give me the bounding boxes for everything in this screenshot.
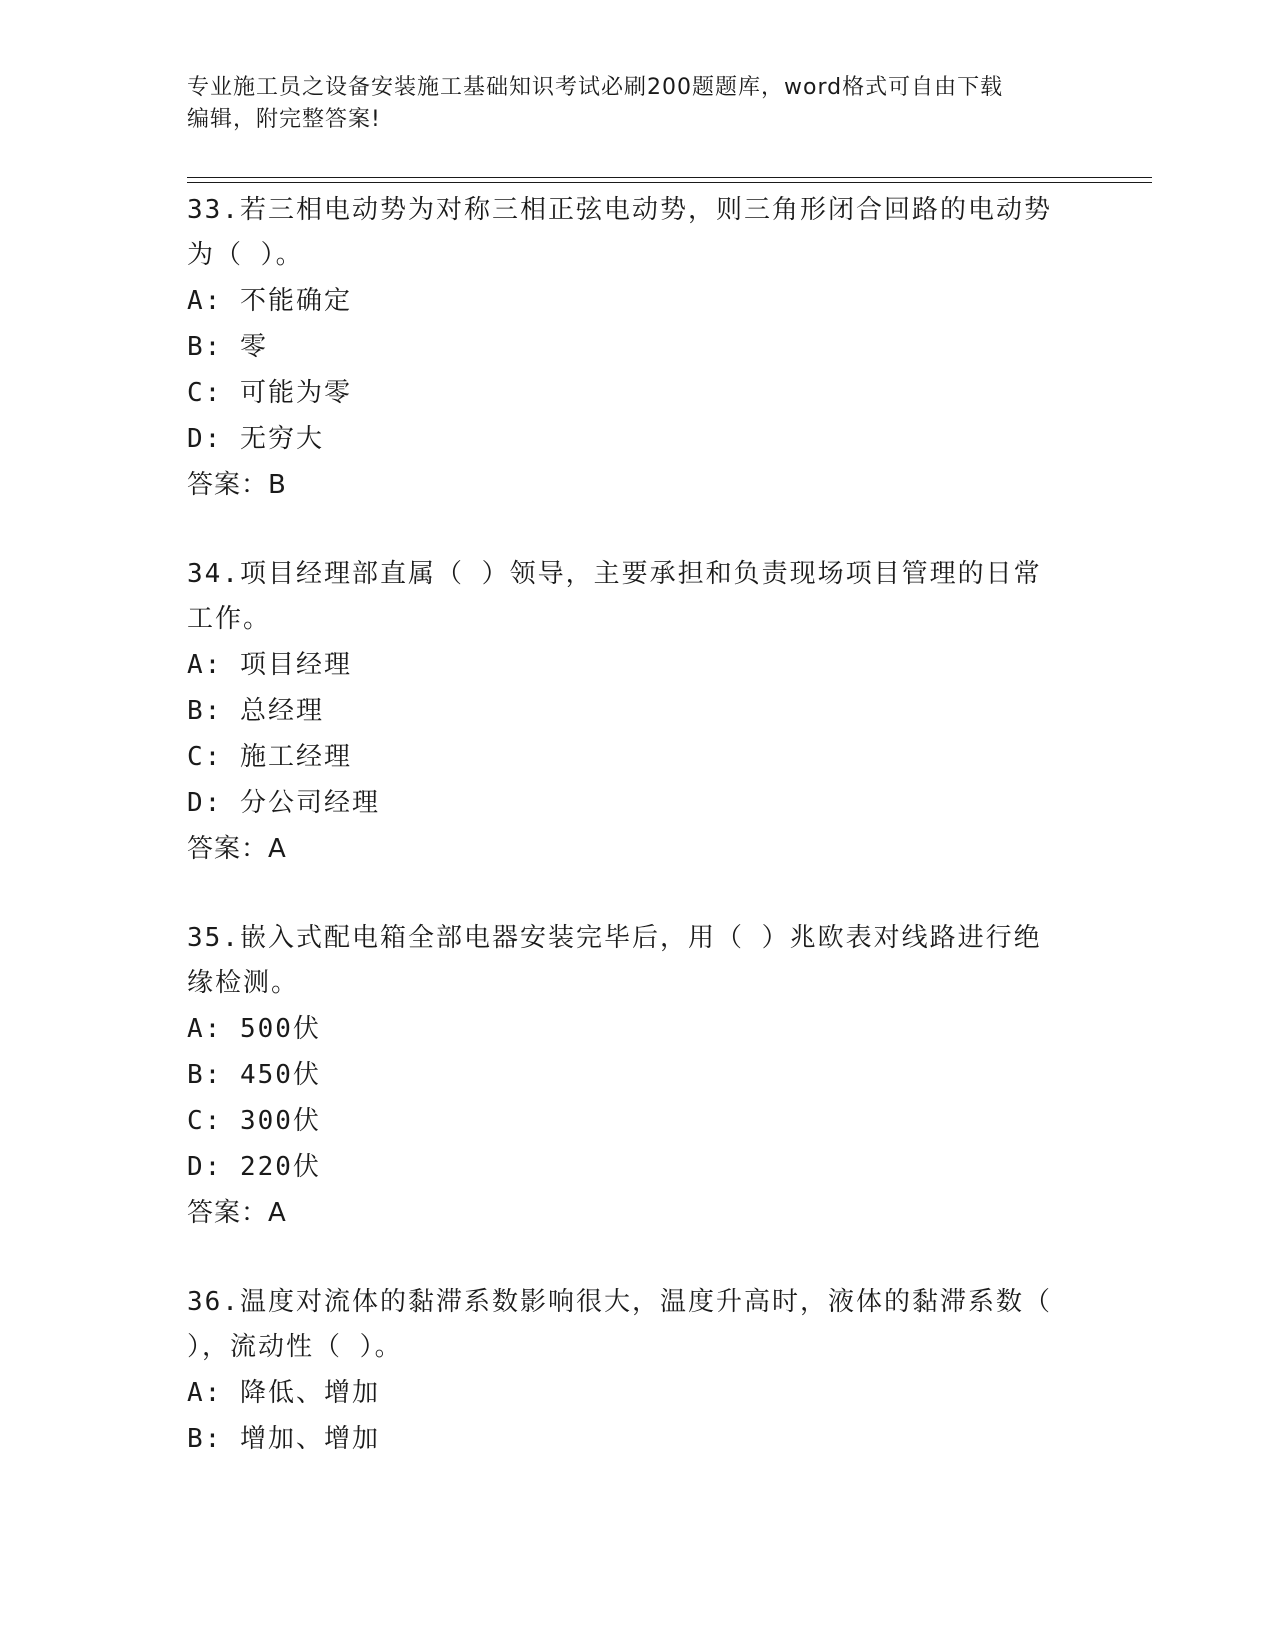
option-c: C: 300伏 [187,1106,321,1136]
answer-text: 答案：A [187,834,287,864]
option-a: A: 降低、增加 [187,1378,380,1408]
header-title-line-1: 专业施工员之设备安装施工基础知识考试必刷200题题库，word格式可自由下载 [187,75,1004,100]
question-text-line-2: 缘检测。 [187,968,300,998]
question-36 [187,1280,1087,1462]
document-header [187,72,1087,136]
answer-text: 答案：B [187,470,287,500]
question-33 [187,188,1087,508]
option-d: D: 无穷大 [187,424,324,454]
question-text-line-2: 为（ ）。 [187,240,304,270]
header-divider-bottom [187,182,1152,183]
question-text-line-1: 34.项目经理部直属（ ）领导，主要承担和负责现场项目管理的日常 [187,559,1042,589]
option-d: D: 分公司经理 [187,788,380,818]
header-title-line-2: 编辑，附完整答案! [187,107,381,132]
option-c: C: 施工经理 [187,742,352,772]
option-a: A: 500伏 [187,1014,321,1044]
question-text-line-1: 36.温度对流体的黏滞系数影响很大，温度升高时，液体的黏滞系数（ [187,1287,1052,1317]
option-b: B: 零 [187,332,268,362]
option-c: C: 可能为零 [187,378,352,408]
question-35 [187,916,1087,1236]
option-a: A: 不能确定 [187,286,352,316]
header-divider-top [187,177,1152,178]
question-text-line-1: 33.若三相电动势为对称三相正弦电动势，则三角形闭合回路的电动势 [187,195,1052,225]
question-text-line-2: 工作。 [187,604,272,634]
question-34 [187,552,1087,872]
question-list [187,188,1087,1506]
option-b: B: 增加、增加 [187,1424,380,1454]
question-text-line-2: ），流动性（ ）。 [187,1332,403,1362]
answer-text: 答案：A [187,1198,287,1228]
question-text-line-1: 35.嵌入式配电箱全部电器安装完毕后，用（ ）兆欧表对线路进行绝 [187,923,1042,953]
option-a: A: 项目经理 [187,650,352,680]
option-b: B: 450伏 [187,1060,321,1090]
option-b: B: 总经理 [187,696,324,726]
option-d: D: 220伏 [187,1152,321,1182]
